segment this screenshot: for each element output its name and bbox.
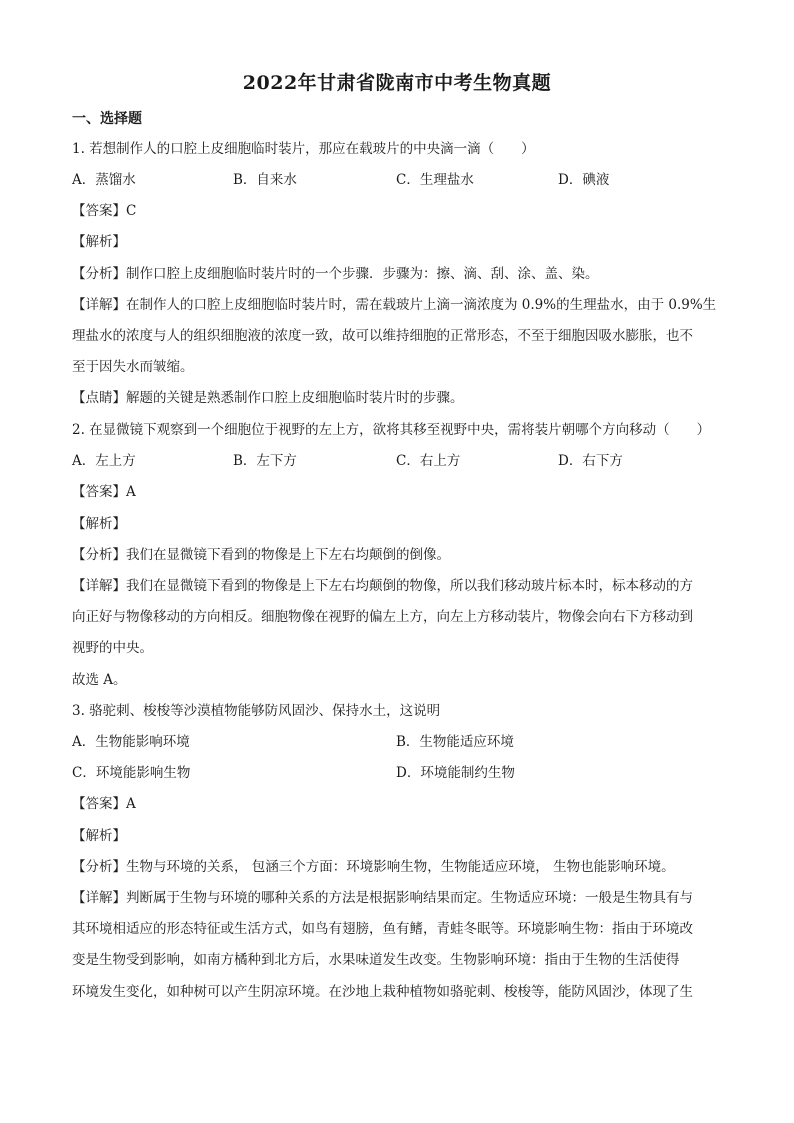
q3-answer: 【答案】A	[72, 796, 136, 812]
q1-xiangjie-line-3: 至于因失水而皱缩。	[72, 359, 194, 375]
question-3-stem: 3. 骆驼刺、梭梭等沙漠植物能够防风固沙、保持水土，这说明	[72, 703, 441, 719]
q3-xiangjie-line-1: 【详解】判断属于生物与环境的哪种关系的方法是根据影响结果而定。生物适应环境：一般是生物具有与	[72, 890, 693, 906]
q2-conclusion: 故选 A。	[72, 672, 127, 688]
q1-option-b: B．自来水	[233, 172, 297, 188]
q2-analysis-label: 【解析】	[72, 516, 126, 532]
q3-option-a: A．生物能影响环境	[72, 734, 190, 750]
q1-xiangjie-line-2: 理盐水的浓度与人的组织细胞液的浓度一致，故可以维持细胞的正常形态，不至于细胞因吸水膨胀，也不	[72, 328, 693, 344]
q2-xiangjie-line-3: 视野的中央。	[72, 640, 153, 656]
q2-xiangjie-line-1: 【详解】我们在显微镜下看到的物像是上下左右均颠倒的物像，所以我们移动玻片标本时，标本移动的方	[72, 578, 693, 594]
q2-fenxi: 【分析】我们在显微镜下看到的物像是上下左右均颠倒的倒像。	[72, 547, 450, 563]
question-2-stem: 2. 在显微镜下观察到一个细胞位于视野的左上方，欲将其移至视野中央，需将装片朝哪个方向移动（ ）	[72, 422, 711, 438]
q2-option-a: A．左上方	[72, 453, 136, 469]
q1-option-d: D．碘液	[558, 172, 610, 188]
q1-analysis-label: 【解析】	[72, 234, 126, 250]
q1-answer: 【答案】C	[72, 203, 137, 219]
q3-fenxi: 【分析】生物与环境的关系， 包涵三个方面：环境影响生物，生物能适应环境， 生物也能影响环境。	[72, 859, 675, 875]
q2-option-d: D．右下方	[558, 453, 623, 469]
q1-fenxi: 【分析】制作口腔上皮细胞临时装片时的一个步骤．步骤为：擦、滴、刮、涂、盖、染。	[72, 266, 599, 282]
q3-analysis-label: 【解析】	[72, 828, 126, 844]
page-title: 2022年甘肃省陇南市中考生物真题	[242, 72, 552, 94]
q1-dianjing: 【点睛】解题的关键是熟悉制作口腔上皮细胞临时装片时的步骤。	[72, 390, 464, 406]
q1-option-c: C．生理盐水	[396, 172, 474, 188]
q1-option-a: A．蒸馏水	[72, 172, 136, 188]
q3-option-b: B．生物能适应环境	[396, 734, 514, 750]
q3-option-c: C．环境能影响生物	[72, 765, 191, 781]
q1-xiangjie-line-1: 【详解】在制作人的口腔上皮细胞临时装片时，需在载玻片上滴一滴浓度为 0.9%的生理盐水，由于 0.9%生	[72, 297, 717, 313]
q2-xiangjie-line-2: 向正好与物像移动的方向相反。细胞物像在视野的偏左上方，向左上方移动装片，物像会向右下方移动到	[72, 609, 693, 625]
q3-option-d: D．环境能制约生物	[396, 765, 515, 781]
q2-answer: 【答案】A	[72, 484, 136, 500]
q3-xiangjie-line-3: 变是生物受到影响，如南方橘种到北方后，水果味道发生改变。生物影响环境：指由于生物的生活使得	[72, 952, 680, 968]
q3-xiangjie-line-4: 环境发生变化，如种树可以产生阴凉环境。在沙地上栽种植物如骆驼刺、梭梭等，能防风固沙，体现了生	[72, 984, 693, 1000]
q2-option-c: C．右上方	[396, 453, 461, 469]
section-heading: 一、选择题	[72, 111, 142, 127]
q3-xiangjie-line-2: 其环境相适应的形态特征或生活方式，如鸟有翅膀，鱼有鳍，青蛙冬眠等。环境影响生物：指由于环境改	[72, 921, 693, 937]
q2-option-b: B．左下方	[233, 453, 297, 469]
question-1-stem: 1. 若想制作人的口腔上皮细胞临时装片，那应在载玻片的中央滴一滴（ ）	[72, 141, 535, 157]
